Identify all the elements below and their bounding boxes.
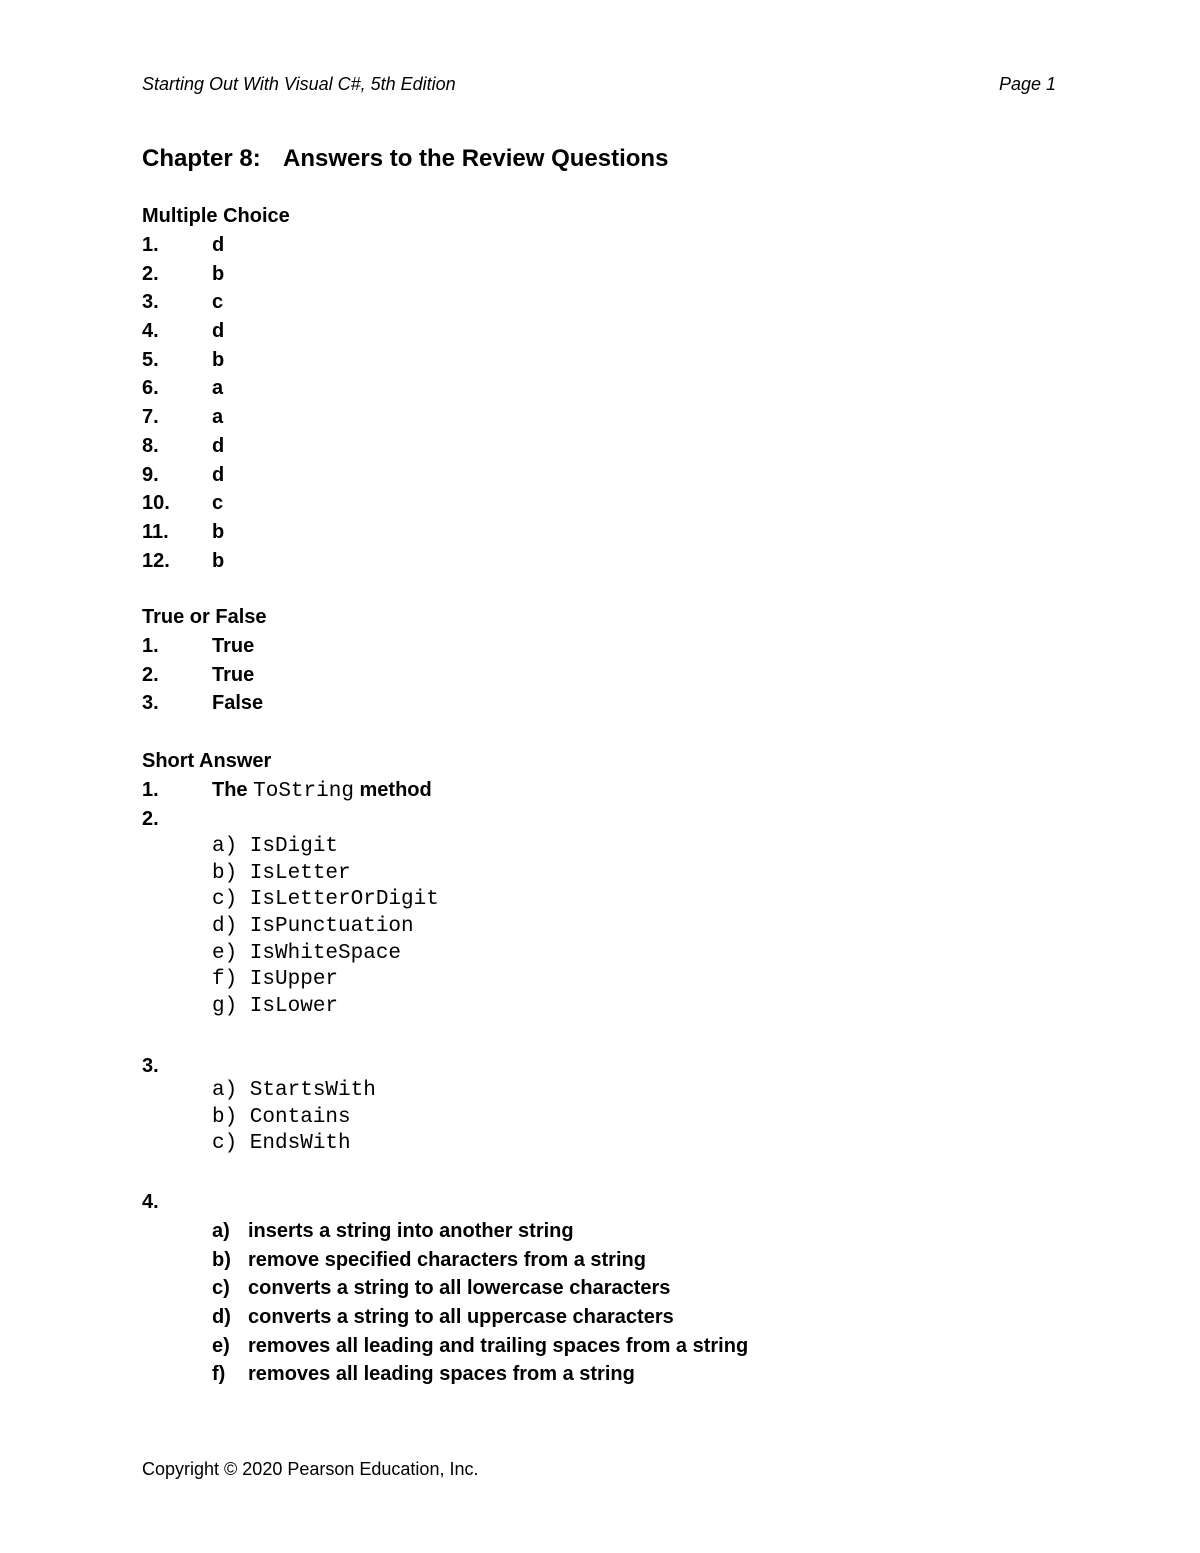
code-list-item: a) StartsWith: [212, 1079, 376, 1102]
item-text: converts a string to all uppercase characters: [248, 1306, 674, 1329]
list-item: [142, 489, 1042, 518]
code-list-item: a) IsDigit: [212, 835, 339, 858]
multiple-choice-section: [142, 202, 1042, 575]
q3-code-list: [142, 1078, 1112, 1158]
item-letter: c): [212, 1277, 230, 1300]
list-item: [142, 632, 1042, 661]
item-number: 1.: [142, 779, 159, 801]
item-letter: f): [212, 1363, 226, 1386]
item-number: 12.: [142, 549, 170, 572]
list-item: [142, 260, 1042, 289]
title-text: Answers to the Review Questions: [283, 145, 669, 172]
list-item: [142, 403, 1042, 432]
true-false-section: [142, 603, 1042, 718]
list-item: [142, 346, 1042, 375]
item-text: removes all leading spaces from a string: [248, 1363, 635, 1386]
description-item: [212, 1303, 1112, 1332]
page-title: [142, 145, 668, 173]
code-list-item: d) IsPunctuation: [212, 915, 414, 939]
list-item: [142, 231, 1042, 260]
item-answer: b: [212, 348, 225, 371]
copyright-footer: Copyright © 2020 Pearson Education, Inc.: [142, 1459, 479, 1479]
q4-description-list: [142, 1217, 1112, 1389]
item-number: 1.: [142, 234, 159, 256]
item-number: 8.: [142, 434, 159, 457]
list-item: [142, 288, 1042, 317]
list-item: [142, 776, 1042, 805]
short-answer-section: [142, 747, 1042, 833]
q3-number: [142, 1052, 1042, 1081]
item-number: 3.: [142, 291, 159, 314]
code-list-item: b) Contains: [212, 1105, 351, 1129]
list-item: [142, 461, 1042, 490]
item-number: 7.: [142, 406, 159, 429]
running-header-title: Starting Out With Visual C#, 5th Edition: [142, 74, 456, 94]
item-number: 2.: [142, 262, 159, 285]
item-letter: b): [212, 1248, 231, 1271]
item-letter: d): [212, 1306, 231, 1329]
item-text: remove specified characters from a string: [248, 1248, 646, 1271]
list-item: [142, 661, 1042, 690]
q4-number: [142, 1188, 1042, 1217]
item-answer-post: method: [359, 779, 432, 801]
item-answer: d: [212, 434, 225, 457]
item-answer: True: [212, 663, 255, 686]
chapter-label: Chapter 8:: [142, 145, 261, 172]
item-letter: a): [212, 1220, 230, 1242]
multiple-choice-heading: Multiple Choice: [142, 205, 290, 227]
list-item: [142, 317, 1042, 346]
description-item: [212, 1360, 1112, 1389]
list-item: [142, 547, 1042, 576]
item-number: 2.: [142, 807, 159, 830]
item-number: 3.: [142, 692, 159, 715]
item-answer: a: [212, 377, 224, 400]
item-number: 4.: [142, 320, 159, 343]
code-list-item: e) IsWhiteSpace: [212, 941, 402, 965]
true-false-heading: True or False: [142, 606, 267, 628]
list-item: [142, 432, 1042, 461]
item-number: 11.: [142, 520, 169, 543]
item-answer: d: [212, 320, 225, 343]
item-text: converts a string to all lowercase characters: [248, 1277, 671, 1300]
code-list-item: c) EndsWith: [212, 1132, 351, 1156]
item-number: 6.: [142, 377, 159, 400]
item-letter: e): [212, 1334, 230, 1357]
code-list-item: f) IsUpper: [212, 968, 339, 992]
description-item: [212, 1332, 1112, 1361]
item-number: 4.: [142, 1191, 159, 1213]
item-number: 1.: [142, 635, 159, 657]
item-number: 5.: [142, 348, 159, 371]
item-number: 2.: [142, 663, 159, 686]
item-text: inserts a string into another string: [248, 1220, 574, 1242]
item-answer: a: [212, 406, 224, 429]
item-answer: b: [212, 520, 225, 543]
item-text: removes all leading and trailing spaces from a string: [248, 1334, 749, 1357]
item-number: 10.: [142, 492, 170, 515]
code-term: ToString: [253, 780, 354, 803]
item-answer: False: [212, 692, 264, 715]
description-item: [212, 1246, 1112, 1275]
short-answer-heading: Short Answer: [142, 750, 272, 772]
item-answer: b: [212, 262, 225, 285]
item-number: 9.: [142, 463, 159, 486]
item-answer: d: [212, 463, 225, 486]
q2-code-list: [142, 834, 1112, 1021]
list-item: [142, 1052, 1042, 1081]
item-number: 3.: [142, 1055, 159, 1077]
description-item: [212, 1217, 1112, 1246]
list-item: [142, 374, 1042, 403]
item-answer: c: [212, 492, 224, 515]
item-answer: d: [212, 234, 225, 256]
code-list-item: c) IsLetterOrDigit: [212, 888, 439, 912]
page-number: Page 1: [998, 74, 1056, 94]
item-answer: b: [212, 549, 225, 572]
code-list-item: g) IsLower: [212, 995, 339, 1019]
code-list-item: b) IsLetter: [212, 861, 351, 885]
item-answer: c: [212, 291, 224, 314]
list-item: [142, 518, 1042, 547]
description-item: [212, 1274, 1112, 1303]
item-answer-pre: The: [212, 779, 248, 801]
list-item: [142, 805, 1042, 834]
list-item: [142, 1188, 1042, 1217]
item-answer: True: [212, 635, 255, 657]
list-item: [142, 689, 1042, 718]
